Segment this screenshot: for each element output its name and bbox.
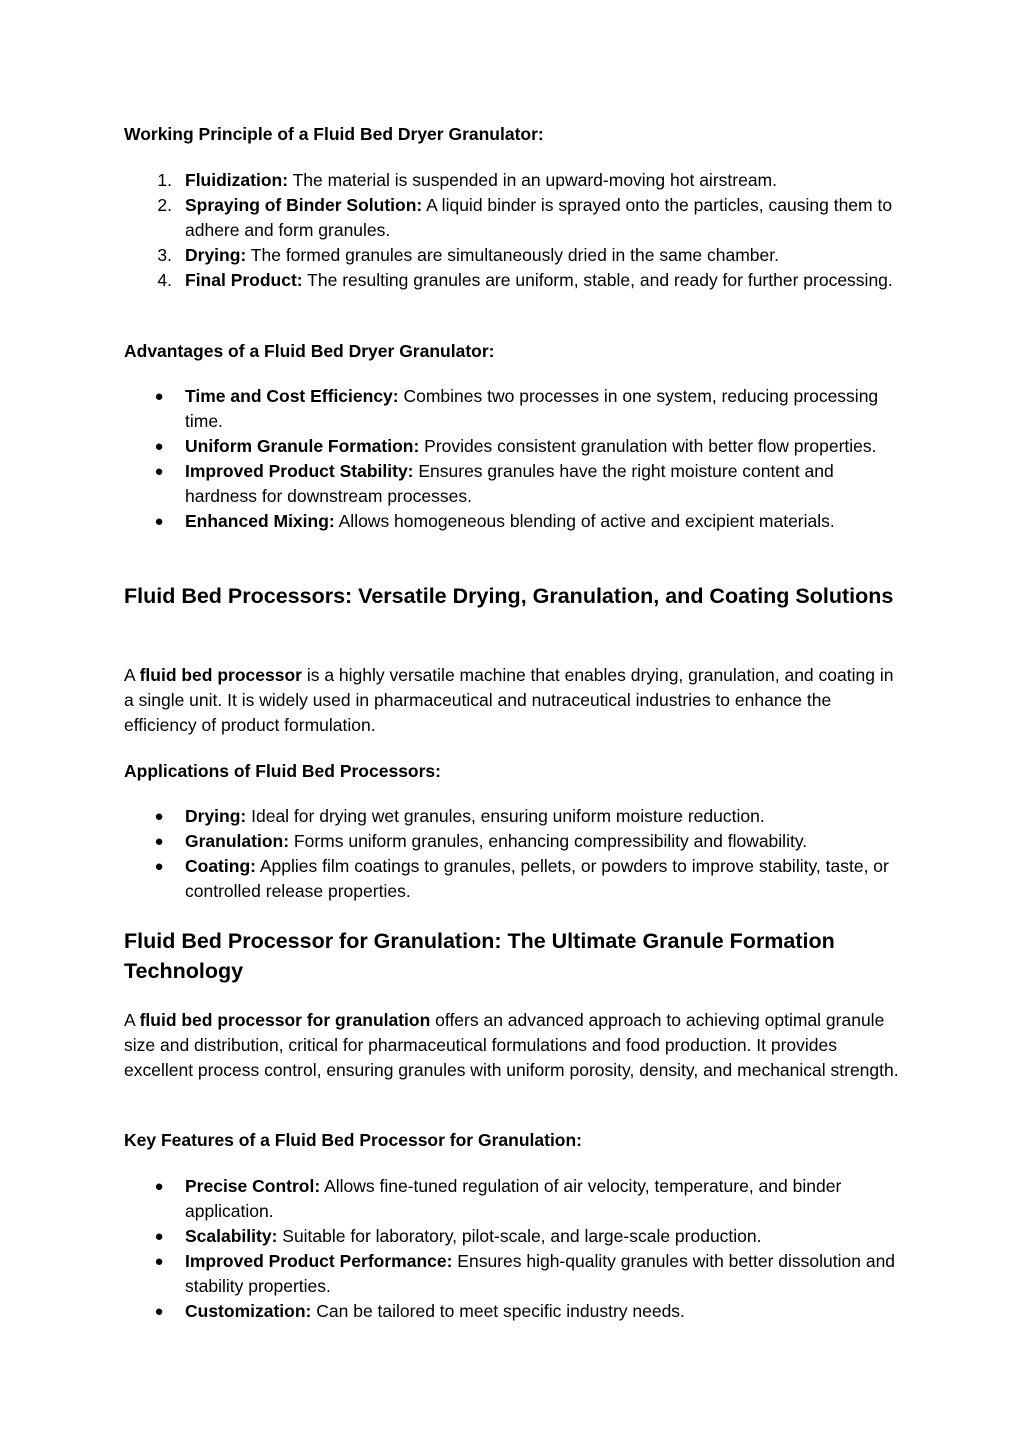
intro-body: is a highly versatile machine that enables drying, granulation, and coating in a single unit. It is widely used in pharmaceutical and nutraceutical industries to enhance the efficiency of product formulation. bbox=[124, 665, 894, 735]
list-text: Ensures granules have the right moisture content and hardness for downstream processes. bbox=[185, 461, 834, 506]
bullet-icon: ● bbox=[154, 833, 164, 850]
list-item bbox=[124, 509, 904, 534]
list-text: Forms uniform granules, enhancing compressibility and flowability. bbox=[289, 831, 808, 851]
list-text: Suitable for laboratory, pilot-scale, and large-scale production. bbox=[277, 1226, 762, 1246]
list-term: Coating: bbox=[185, 856, 256, 876]
list-number: 4. bbox=[157, 270, 172, 290]
list-text: The material is suspended in an upward-moving hot airstream. bbox=[288, 170, 777, 190]
list-number: 1. bbox=[157, 170, 172, 190]
list-term: Drying: bbox=[185, 245, 247, 265]
working-principle-list bbox=[124, 168, 904, 293]
list-item bbox=[124, 434, 904, 459]
bullet-icon: ● bbox=[154, 1178, 164, 1195]
intro-bold-term: fluid bed processor bbox=[139, 665, 302, 685]
list-term: Drying: bbox=[185, 806, 247, 826]
list-item bbox=[124, 459, 904, 509]
processors-intro bbox=[124, 663, 904, 738]
list-term: Enhanced Mixing: bbox=[185, 511, 335, 531]
list-item bbox=[124, 1174, 904, 1224]
list-text: Ensures high-quality granules with better dissolution and stability properties. bbox=[185, 1251, 896, 1296]
list-text: Can be tailored to meet specific industry needs. bbox=[311, 1301, 685, 1321]
intro-lead: A bbox=[124, 665, 140, 685]
bullet-icon: ● bbox=[154, 1253, 164, 1270]
list-item bbox=[124, 384, 904, 434]
applications-list bbox=[124, 804, 904, 904]
list-text: Ideal for drying wet granules, ensuring uniform moisture reduction. bbox=[246, 806, 765, 826]
bullet-icon: ● bbox=[154, 1228, 164, 1245]
bullet-icon: ● bbox=[154, 1303, 164, 1320]
list-term: Improved Product Performance: bbox=[185, 1251, 453, 1271]
list-text: Allows homogeneous blending of active and excipient materials. bbox=[334, 511, 835, 531]
list-item bbox=[124, 193, 904, 243]
working-principle-heading: Working Principle of a Fluid Bed Dryer Granulator: bbox=[124, 124, 544, 144]
list-text: The resulting granules are uniform, stable, and ready for further processing. bbox=[302, 270, 893, 290]
key-features-list bbox=[124, 1174, 904, 1324]
list-item bbox=[124, 268, 904, 293]
list-text: The formed granules are simultaneously dried in the same chamber. bbox=[246, 245, 779, 265]
list-term: Fluidization: bbox=[185, 170, 289, 190]
list-item bbox=[124, 854, 904, 904]
key-features-heading: Key Features of a Fluid Bed Processor for Granulation: bbox=[124, 1130, 583, 1150]
list-term: Precise Control: bbox=[185, 1176, 321, 1196]
list-number: 2. bbox=[157, 195, 172, 215]
list-term: Improved Product Stability: bbox=[185, 461, 414, 481]
list-item bbox=[124, 829, 904, 854]
bullet-icon: ● bbox=[154, 858, 164, 875]
list-text: Provides consistent granulation with better flow properties. bbox=[419, 436, 877, 456]
list-item bbox=[124, 168, 904, 193]
applications-heading: Applications of Fluid Bed Processors: bbox=[124, 761, 441, 781]
list-item bbox=[124, 243, 904, 268]
list-text: Combines two processes in one system, reducing processing time. bbox=[185, 386, 879, 431]
granulation-processor-intro bbox=[124, 1008, 904, 1083]
bullet-icon: ● bbox=[154, 513, 164, 530]
bullet-icon: ● bbox=[154, 438, 164, 455]
list-item bbox=[124, 1299, 904, 1324]
bullet-icon: ● bbox=[154, 808, 164, 825]
list-item bbox=[124, 1224, 904, 1249]
list-item bbox=[124, 1249, 904, 1299]
bullet-icon: ● bbox=[154, 463, 164, 480]
intro-bold-term: fluid bed processor for granulation bbox=[139, 1010, 431, 1030]
advantages-heading: Advantages of a Fluid Bed Dryer Granulator: bbox=[124, 341, 495, 361]
list-item bbox=[124, 804, 904, 829]
list-term: Customization: bbox=[185, 1301, 312, 1321]
list-term: Spraying of Binder Solution: bbox=[185, 195, 423, 215]
intro-lead: A bbox=[124, 1010, 140, 1030]
list-term: Uniform Granule Formation: bbox=[185, 436, 420, 456]
intro-body: offers an advanced approach to achieving optimal granule size and distribution, critical for pharmaceutical formulations and food production. It provides excellent process control, ensuring granules with uniform porosity, density, and mechanical strength. bbox=[124, 1010, 899, 1080]
list-text: A liquid binder is sprayed onto the particles, causing them to adhere and form granules. bbox=[185, 195, 893, 240]
advantages-list bbox=[124, 384, 904, 534]
list-number: 3. bbox=[157, 245, 172, 265]
list-term: Final Product: bbox=[185, 270, 303, 290]
list-text: Allows fine-tuned regulation of air velocity, temperature, and binder application. bbox=[185, 1176, 842, 1221]
processors-heading: Fluid Bed Processors: Versatile Drying, Granulation, and Coating Solutions bbox=[124, 584, 894, 608]
bullet-icon: ● bbox=[154, 388, 164, 405]
list-term: Time and Cost Efficiency: bbox=[185, 386, 399, 406]
list-text: Applies film coatings to granules, pellets, or powders to improve stability, taste, or controlled release properties. bbox=[185, 856, 889, 901]
granulation-processor-heading: Fluid Bed Processor for Granulation: The Ultimate Granule Formation Technology bbox=[124, 929, 835, 983]
list-term: Granulation: bbox=[185, 831, 290, 851]
list-term: Scalability: bbox=[185, 1226, 278, 1246]
